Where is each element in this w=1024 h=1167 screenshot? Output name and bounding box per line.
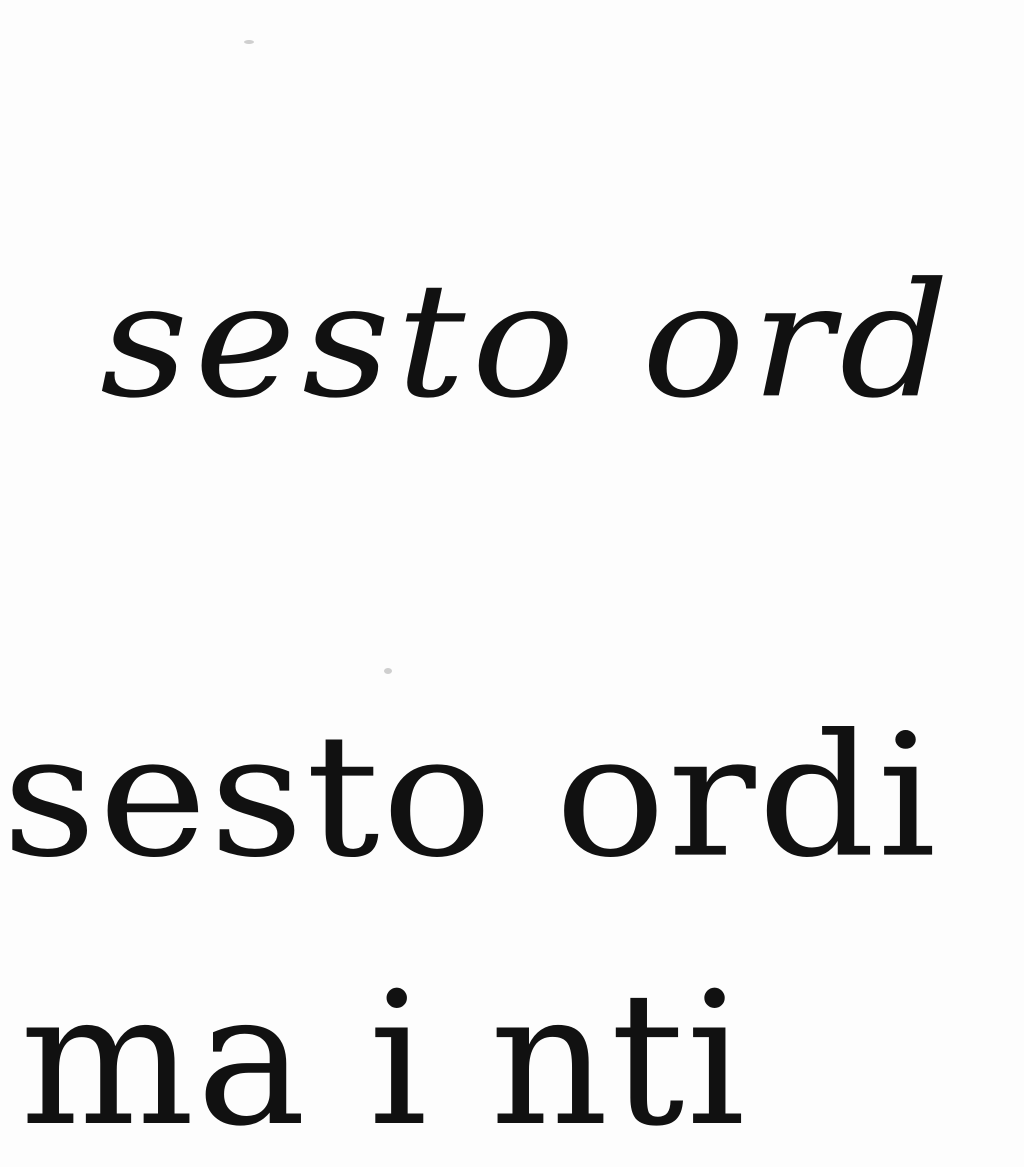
partial-text-line: ma i nti (20, 953, 748, 1167)
paper-speck (244, 40, 254, 44)
roman-text-line: sesto ordi (2, 698, 939, 896)
italic-text-line: sesto ord (100, 248, 956, 434)
paper-speck (384, 668, 392, 674)
